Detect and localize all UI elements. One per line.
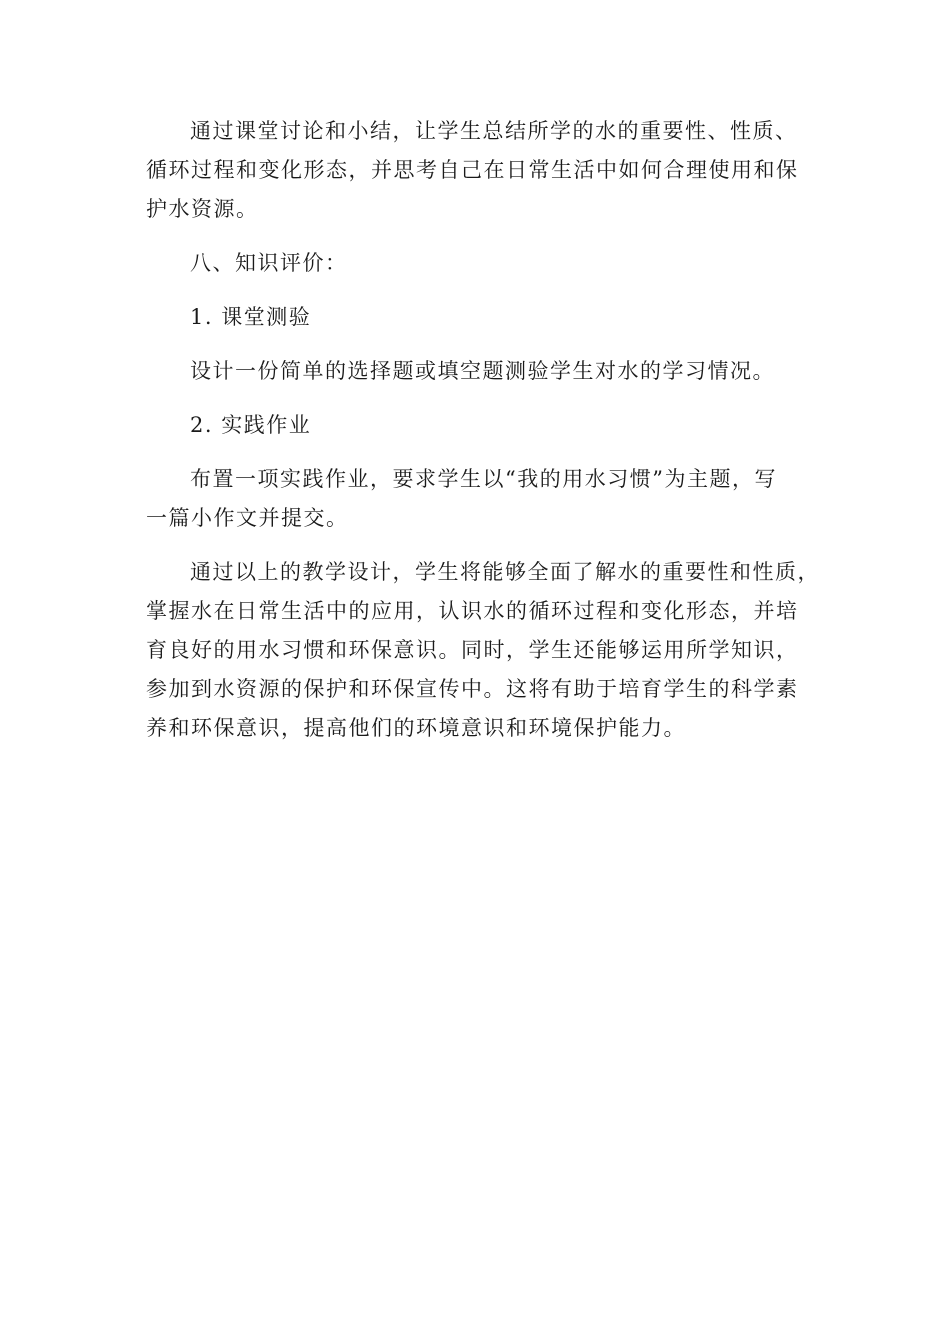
heading-text: 八、知识评价： [190, 251, 348, 275]
text-line: 一篇小作文并提交。 [146, 506, 349, 530]
text-line: 通过课堂讨论和小结，让学生总结所学的水的重要性、性质、 [190, 119, 798, 143]
text-line: 育良好的用水习惯和环保意识。同时，学生还能够运用所学知识， [146, 638, 799, 662]
heading-text: 1. 课堂测验 [190, 305, 312, 329]
text-line: 通过以上的教学设计，学生将能够全面了解水的重要性和性质， [190, 560, 820, 584]
text-line: 参加到水资源的保护和环保宣传中。这将有助于培育学生的科学素 [146, 677, 799, 701]
document-body [146, 112, 820, 748]
item-2-paragraph [146, 460, 800, 538]
text-line: 掌握水在日常生活中的应用，认识水的循环过程和变化形态，并培 [146, 599, 799, 623]
conclusion-paragraph [146, 553, 820, 748]
text-line: 布置一项实践作业，要求学生以“我的用水习惯”为主题，写 [190, 467, 777, 491]
section-heading-knowledge-evaluation [146, 244, 800, 283]
item-1-paragraph [146, 352, 800, 391]
heading-text: 2. 实践作业 [190, 413, 312, 437]
text-line: 养和环保意识，提高他们的环境意识和环境保护能力。 [146, 716, 686, 740]
text-line: 循环过程和变化形态，并思考自己在日常生活中如何合理使用和保 [146, 158, 799, 182]
text-line: 设计一份简单的选择题或填空题测验学生对水的学习情况。 [190, 359, 775, 383]
text-line: 护水资源。 [146, 197, 259, 221]
item-2-heading [146, 406, 800, 445]
summary-paragraph [146, 112, 800, 229]
item-1-heading [146, 298, 800, 337]
